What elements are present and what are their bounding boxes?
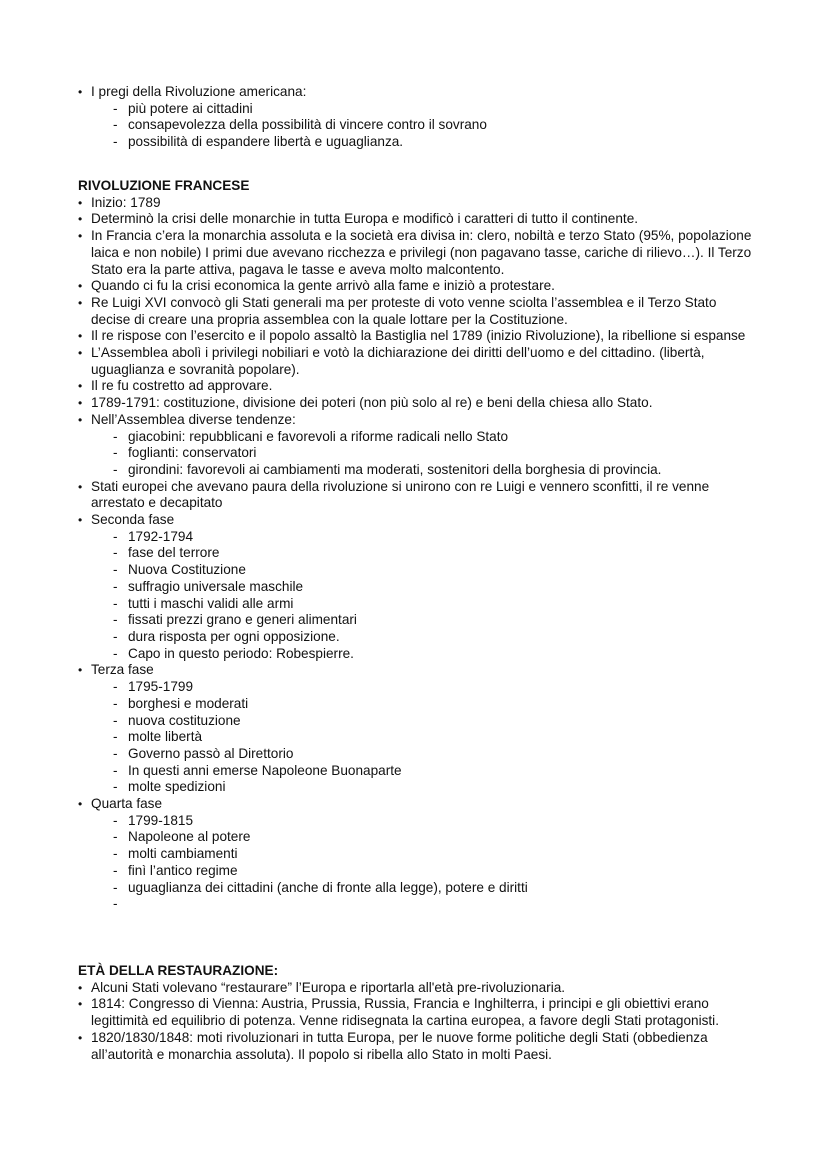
sub-item-text: - Nuova Costituzione bbox=[128, 562, 246, 578]
bullet-item bbox=[78, 662, 758, 796]
sub-list-item bbox=[91, 629, 758, 646]
sub-item-text: - molte spedizioni bbox=[128, 779, 226, 795]
sub-list-item bbox=[91, 763, 758, 780]
bullet-text: • Stati europei che avevano paura della rivoluzione si unirono con re Luigi e vennero sconfitti, il re venne arrestato e decapitato bbox=[91, 478, 710, 511]
sub-item-text: - giacobini: repubblicani e favorevoli a riforme radicali nello Stato bbox=[128, 428, 509, 444]
bullet-text: • 1789-1791: costituzione, divisione dei poteri (non più solo al re) e beni della chiesa allo Stato. bbox=[91, 395, 653, 411]
sub-list-item bbox=[91, 562, 758, 579]
american-list bbox=[78, 84, 758, 151]
bullet-text: • L’Assemblea abolì i privilegi nobiliari e votò la dichiarazione dei diritti dell’uomo e del cittadino. (libertà, uguaglianza e sovranità popolare). bbox=[91, 345, 705, 377]
sub-item-text: - più potere ai cittadini bbox=[128, 100, 253, 116]
sub-list-item bbox=[91, 101, 758, 118]
sub-item-text: - Governo passò al Direttorio bbox=[128, 745, 294, 761]
sub-list-item bbox=[91, 779, 758, 796]
bullet-text: • In Francia c’era la monarchia assoluta e la società era divisa in: clero, nobiltà e terzo Stato (95%, popolazione laica e non nobile) I primi due avevano ricchezza e privilegi (non pagavano tasse, cariche di rilievo…). Il Terzo Stato era la parte attiva, pagava le tasse e aveva molto malcontento. bbox=[91, 228, 752, 277]
american-revolution-section bbox=[78, 84, 758, 151]
sub-list bbox=[91, 813, 758, 913]
bullet-item bbox=[78, 295, 758, 328]
bullet-item bbox=[78, 378, 758, 395]
sub-list-item bbox=[91, 746, 758, 763]
sub-list-item bbox=[91, 846, 758, 863]
sub-list-item bbox=[91, 729, 758, 746]
bullet-text: • 1814: Congresso di Vienna: Austria, Prussia, Russia, Francia e Inghilterra, i principi e gli obiettivi erano legittimità ed equilibrio di potenza. Venne ridisegnata la cartina europea, a favore degli Stati protagonisti. bbox=[91, 996, 719, 1029]
sub-item-text: - uguaglianza dei cittadini (anche di fronte alla legge), potere e diritti bbox=[128, 879, 528, 895]
sub-item-text: - Napoleone al potere bbox=[128, 829, 251, 845]
sub-item-text: - fase del terrore bbox=[128, 545, 220, 561]
sub-list-item bbox=[91, 117, 758, 134]
sub-list bbox=[91, 101, 758, 151]
sub-item-text: - Capo in questo periodo: Robespierre. bbox=[128, 645, 354, 661]
sub-list-item bbox=[91, 880, 758, 897]
sub-list-item bbox=[91, 579, 758, 596]
bullet-text: • Nell’Assemblea diverse tendenze: bbox=[91, 411, 296, 427]
restoration-section bbox=[78, 963, 758, 1063]
bullet-text: • Inizio: 1789 bbox=[91, 194, 161, 210]
sub-item-text: - finì l’antico regime bbox=[128, 862, 238, 878]
sub-item-text: - In questi anni emerse Napoleone Buonaparte bbox=[128, 762, 402, 778]
bullet-text: • Alcuni Stati volevano “restaurare” l’Europa e riportarla all'età pre-rivoluzionaria. bbox=[91, 979, 566, 995]
bullet-text: • 1820/1830/1848: moti rivoluzionari in tutta Europa, per le nuove forme politiche degli Stati (obbedienza all’autorità e monarchia assoluta). Il popolo si ribella allo Stato in molti Paesi. bbox=[91, 1029, 708, 1062]
sub-list-item bbox=[91, 646, 758, 663]
sub-item-text: - foglianti: conservatori bbox=[128, 445, 257, 461]
sub-item-text: - 1795-1799 bbox=[128, 679, 194, 695]
sub-list-item bbox=[91, 462, 758, 479]
sub-item-text: - 1792-1794 bbox=[128, 528, 194, 544]
bullet-text: • Terza fase bbox=[91, 662, 154, 678]
french-list bbox=[78, 195, 758, 913]
bullet-text: • Quarta fase bbox=[91, 796, 163, 812]
sub-item-text: - tutti i maschi validi alle armi bbox=[128, 595, 294, 611]
bullet-text: • Seconda fase bbox=[91, 512, 175, 528]
sub-list-item bbox=[91, 429, 758, 446]
bullet-item bbox=[78, 345, 758, 378]
bullet-text: • Determinò la crisi delle monarchie in tutta Europa e modificò i caratteri di tutto il continente. bbox=[91, 211, 639, 227]
sub-list-item bbox=[91, 863, 758, 880]
sub-list-item bbox=[91, 696, 758, 713]
bullet-text: • Quando ci fu la crisi economica la gente arrivò alla fame e iniziò a protestare. bbox=[91, 278, 555, 294]
sub-item-text bbox=[128, 896, 758, 913]
sub-list-item bbox=[91, 896, 758, 913]
sub-item-text: - nuova costituzione bbox=[128, 712, 241, 728]
sub-item-text: - fissati prezzi grano e generi alimentari bbox=[128, 612, 357, 628]
sub-list-item bbox=[91, 679, 758, 696]
sub-list bbox=[91, 529, 758, 663]
bullet-item bbox=[78, 1030, 758, 1063]
sub-list-item bbox=[91, 596, 758, 613]
sub-item-text: - molti cambiamenti bbox=[128, 846, 238, 862]
sub-list-item bbox=[91, 813, 758, 830]
bullet-text: • Il re rispose con l’esercito e il popolo assaltò la Bastiglia nel 1789 (inizio Rivoluzione), la ribellione si espanse bbox=[91, 328, 746, 344]
sub-item-text: - suffragio universale maschile bbox=[128, 578, 304, 594]
sub-list-item bbox=[91, 445, 758, 462]
bullet-item bbox=[78, 84, 758, 151]
bullet-item bbox=[78, 211, 758, 228]
sub-list-item bbox=[91, 713, 758, 730]
sub-item-text: - borghesi e moderati bbox=[128, 695, 249, 711]
sub-item-text: - dura risposta per ogni opposizione. bbox=[128, 628, 340, 644]
bullet-item bbox=[78, 512, 758, 662]
bullet-item bbox=[78, 228, 758, 278]
sub-item-text: - consapevolezza della possibilità di vincere contro il sovrano bbox=[128, 117, 487, 133]
bullet-text: • Il re fu costretto ad approvare. bbox=[91, 378, 273, 394]
bullet-text: • I pregi della Rivoluzione americana: bbox=[91, 84, 307, 99]
bullet-item bbox=[78, 328, 758, 345]
sub-item-text: - girondini: favorevoli ai cambiamenti ma moderati, sostenitori della borghesia di provincia. bbox=[128, 461, 662, 477]
bullet-item bbox=[78, 996, 758, 1029]
sub-item-text: - molte libertà bbox=[128, 729, 203, 745]
bullet-text: • Re Luigi XVI convocò gli Stati generali ma per proteste di voto venne sciolta l’assemblea e il Terzo Stato decise di creare una propria assemblea con la quale lottare per la Costituzione. bbox=[91, 294, 717, 327]
bullet-item bbox=[78, 479, 758, 512]
sub-list bbox=[91, 679, 758, 796]
bullet-item bbox=[78, 980, 758, 997]
sub-item-text: - possibilità di espandere libertà e uguaglianza. bbox=[128, 134, 404, 150]
sub-list-item bbox=[91, 529, 758, 546]
sub-list-item bbox=[91, 545, 758, 562]
sub-list-item bbox=[91, 134, 758, 151]
bullet-item bbox=[78, 195, 758, 212]
sub-item-text: - 1799-1815 bbox=[128, 812, 194, 828]
bullet-item bbox=[78, 395, 758, 412]
restoration-list bbox=[78, 980, 758, 1064]
restoration-heading: ETÀ DELLA RESTAURAZIONE: bbox=[78, 963, 279, 978]
sub-list bbox=[91, 429, 758, 479]
sub-list-item bbox=[91, 612, 758, 629]
sub-list-item bbox=[91, 829, 758, 846]
bullet-item bbox=[78, 278, 758, 295]
bullet-item bbox=[78, 796, 758, 913]
bullet-item bbox=[78, 412, 758, 479]
french-revolution-section bbox=[78, 178, 758, 913]
french-revolution-heading: RIVOLUZIONE FRANCESE bbox=[78, 178, 250, 193]
